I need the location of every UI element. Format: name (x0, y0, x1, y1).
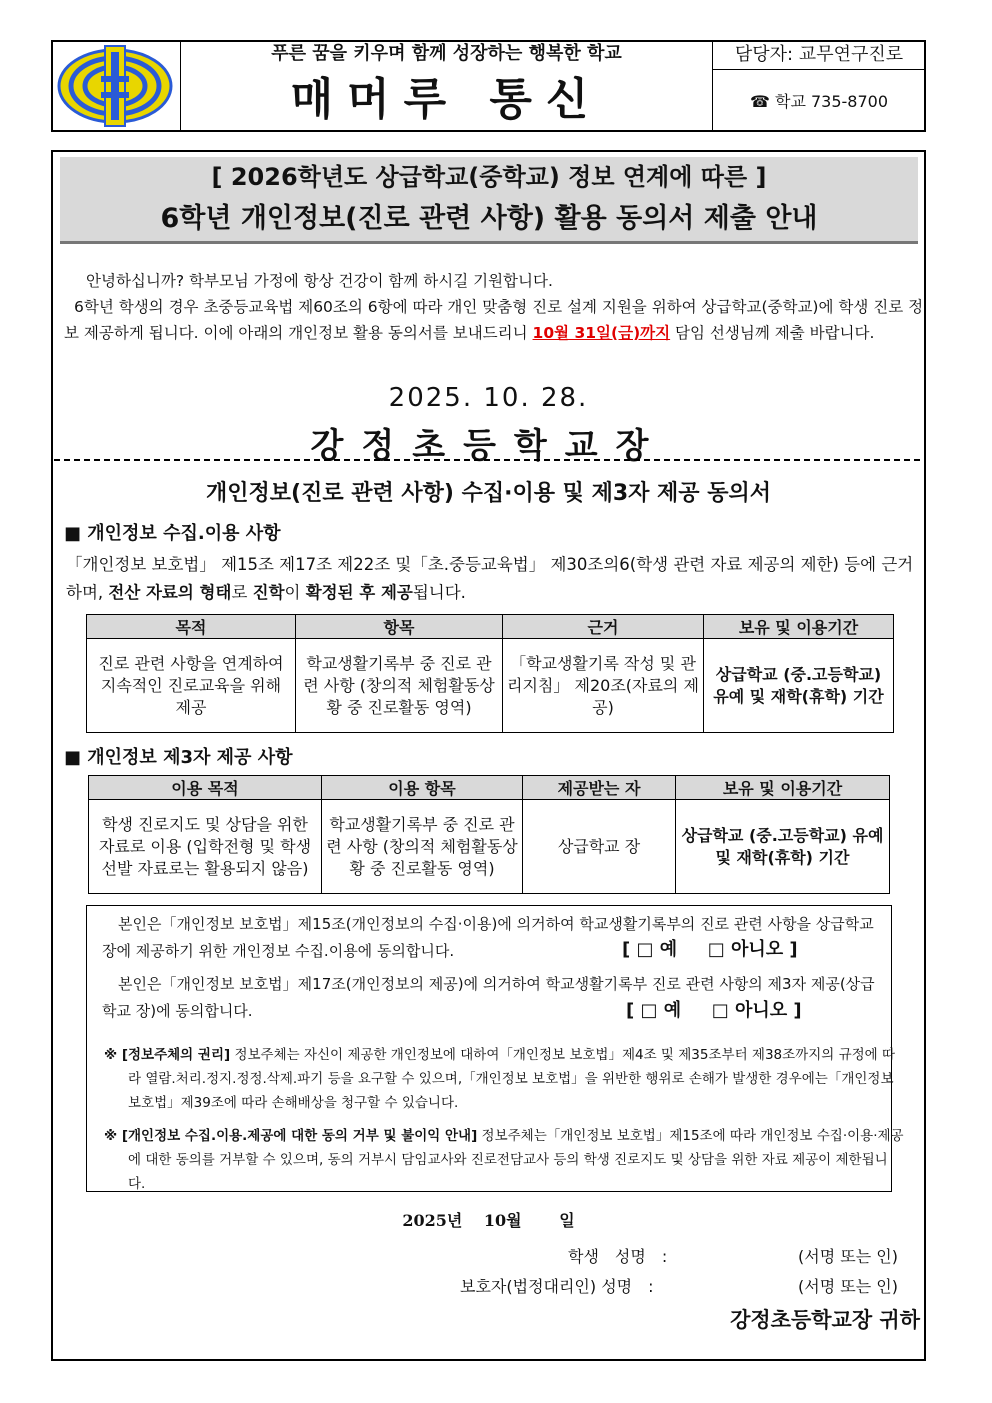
intro-greeting: 안녕하십니까? 학부모님 가정에 항상 건강이 함께 하시길 기원합니다. (86, 272, 553, 290)
school-logo-icon (51, 40, 179, 130)
notice-date: 2025. 10. 28. (388, 383, 589, 413)
section2-title: ■ 개인정보 제3자 제공 사항 (64, 747, 293, 768)
refusal-note (104, 1124, 904, 1196)
guardian-name-label: 보호자(법정대리인) 성명 : (460, 1277, 654, 1296)
third-party-table (88, 775, 890, 894)
banner-line-1: [ 2026학년도 상급학교(중학교) 정보 연계에 따른 ] (211, 163, 767, 191)
table-cell: 진로 관련 사항을 연계하여 지속적인 진로교육을 위해 제공 (87, 639, 296, 733)
student-name-label: 학생 성명 : (568, 1247, 668, 1266)
newsletter-title: 매머루 통신 (290, 74, 603, 125)
table-row (87, 639, 894, 733)
collection-consent-checkbox[interactable]: [ □ 예 □ 아니오 ] (622, 939, 798, 960)
section1-title: ■ 개인정보 수집.이용 사항 (64, 523, 281, 544)
school-slogan: 푸른 꿈을 키우며 함께 성장하는 행복한 학교 (271, 43, 622, 64)
phone-number: ☎ 학교 735-8700 (749, 92, 889, 111)
signature-date: 2025년 10월 일 (402, 1211, 575, 1230)
agreement-collection: 본인은「개인정보 보호법」제15조(개인정보의 수집·이용)에 의거하여 학교생활기록부의 진로 관련 사항을 상급학교 장에 제공하기 위한 개인정보 수집.이용에 동의합니다. (102, 915, 874, 960)
section1-desc-b1: 전산 자료의 형태 (108, 583, 232, 602)
deadline: 10월 31일(금)까지 (532, 324, 671, 342)
section1-desc-c: 로 (231, 583, 253, 602)
table-cell: 상급학교 (중.고등학교) 유예 및 재학(휴학) 기간 (676, 800, 890, 894)
cut-line (54, 459, 920, 461)
table-cell: 학생 진로지도 및 상담을 위한 자료로 이용 (입학전형 및 학생선발 자료로는 활용되지 않음) (89, 800, 322, 894)
section1-desc-e: 됩니다. (412, 583, 466, 602)
intro-text (64, 268, 926, 346)
table-header: 제공받는 자 (523, 776, 676, 800)
table-header: 이용 항목 (322, 776, 523, 800)
manager-label: 담당자: 교무연구진로 (712, 40, 926, 70)
table-header: 보유 및 이용기간 (704, 615, 894, 639)
collection-table (86, 614, 894, 733)
table-cell: 학교생활기록부 중 진로 관련 사항 (창의적 체험활동상황 중 진로활동 영역) (322, 800, 523, 894)
section1-desc-b2: 진학 (252, 583, 285, 602)
banner-line-2: 6학년 개인정보(진로 관련 사항) 활용 동의서 제출 안내 (160, 203, 818, 234)
rights-note-title: ※ [정보주체의 권리] (104, 1047, 231, 1063)
rights-note (104, 1043, 904, 1115)
intro-body (64, 294, 926, 346)
table-header-row (87, 615, 894, 639)
table-header: 보유 및 이용기간 (676, 776, 890, 800)
guardian-sign-field[interactable]: (서명 또는 인) (798, 1277, 898, 1296)
section1-desc-d: 이 (284, 583, 306, 602)
table-cell: 학교생활기록부 중 진로 관련 사항 (창의적 체험활동상황 중 진로활동 영역) (296, 639, 503, 733)
principal-name: 강정초등학교장 (310, 426, 667, 466)
refusal-note-title: ※ [개인정보 수집.이용.제공에 대한 동의 거부 및 불이익 안내] (104, 1128, 478, 1144)
refusal-note-text: 정보주체는「개인정보 보호법」제15조에 따라 개인정보 수집·이용·제공에 대한 동의를 거부할 수 있으며, 동의 거부시 담임교사와 진로전담교사 등의 학생 진로지도 및 상담을 위한 자료 제공이 제한됩니다. (128, 1128, 904, 1192)
third-party-consent-checkbox[interactable]: [ □ 예 □ 아니오 ] (626, 1000, 802, 1021)
table-cell: 상급학교 장 (523, 800, 676, 894)
table-row (89, 800, 890, 894)
consent-form-title: 개인정보(진로 관련 사항) 수집·이용 및 제3자 제공 동의서 (206, 481, 771, 506)
intro-body-text: 6학년 학생의 경우 초중등교육법 제60조의 6항에 따라 개인 맞춤형 진로 설계 지원을 위하여 상급학교(중학교)에 학생 진로 정보 제공하게 됩니다. 이에 아래의 개인정보 활용 동의서를 보내드리니 (64, 298, 924, 342)
table-cell: 상급학교 (중.고등학교) 유예 및 재학(휴학) 기간 (704, 639, 894, 733)
section1-desc-b3: 확정된 후 제공 (305, 583, 413, 602)
school-logo (51, 40, 181, 132)
section1-desc-a: 「개인정보 보호법」 제15조 제17조 제22조 및「초.중등교육법」 제30조의6(학생 관련 자료 제공의 제한) 등에 근거하며, (66, 555, 914, 602)
intro-body-end: 담임 선생님께 제출 바랍니다. (670, 324, 875, 342)
student-sign-field[interactable]: (서명 또는 인) (798, 1247, 898, 1266)
agreement-third-party: 본인은「개인정보 보호법」제17조(개인정보의 제공)에 의거하여 학교생활기록부 진로 관련 사항의 제3자 제공(상급학교 장)에 동의합니다. (102, 975, 875, 1020)
rights-note-text: 정보주체는 자신이 제공한 개인정보에 대하여「개인정보 보호법」제4조 및 제35조부터 제38조까지의 규정에 따라 열람.처리.정지.정정.삭제.파기 등을 요구할 수 있으며,「개인정보 보호법」을 위반한 행위로 손해가 발생한 경우에는「개인정보 보호법」제39조에 따라 손해배상을 청구할 수 있습니다. (128, 1047, 896, 1111)
section1-description (66, 551, 922, 607)
recipient: 강정초등학교장 귀하 (730, 1308, 920, 1332)
table-header: 근거 (503, 615, 704, 639)
table-header: 이용 목적 (89, 776, 322, 800)
table-cell: 「학교생활기록 작성 및 관리지침」 제20조(자료의 제공) (503, 639, 704, 733)
table-header: 목적 (87, 615, 296, 639)
table-header: 항목 (296, 615, 503, 639)
table-header-row (89, 776, 890, 800)
